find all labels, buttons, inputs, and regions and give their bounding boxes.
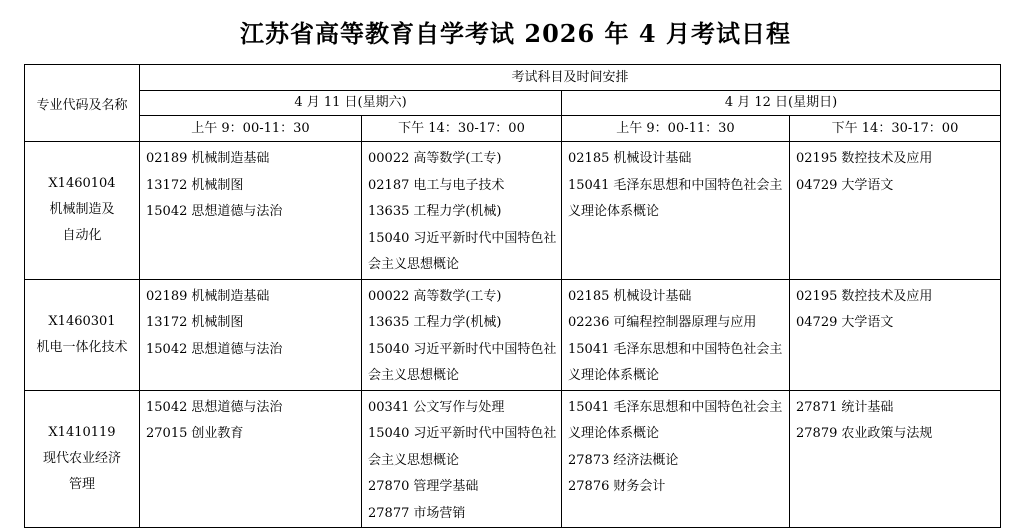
major-header: 专业代码及名称: [25, 65, 140, 142]
course-code: 13172: [146, 315, 188, 330]
course-code: 02195: [796, 151, 838, 166]
course-item: [146, 310, 357, 337]
course-name: 公文写作与处理: [413, 399, 505, 415]
course-code: 00341: [368, 399, 410, 415]
course-item: [568, 310, 785, 337]
course-code: 13635: [368, 204, 410, 219]
day-header: 4 月 12 日(星期日): [562, 91, 1001, 116]
course-item: [796, 284, 996, 311]
session-header: 下午 14：30-17：00: [790, 116, 1001, 142]
course-item: [146, 284, 357, 311]
course-item: [568, 337, 785, 390]
major-code: X1460301: [48, 313, 116, 329]
course-item: [368, 501, 557, 528]
course-name: 毛泽东思想和中国特色社会主义理论体系概论: [568, 341, 783, 383]
session-cell: [362, 390, 562, 528]
course-code: 02236: [568, 315, 610, 330]
course-name: 机械制图: [191, 315, 244, 330]
session-cell: [562, 142, 790, 280]
course-name: 电工与电子技术: [413, 177, 505, 193]
course-name: 毛泽东思想和中国特色社会主义理论体系概论: [568, 177, 783, 219]
course-item: [368, 199, 557, 226]
course-item: [368, 284, 557, 311]
course-item: [368, 395, 557, 422]
course-item: [796, 310, 996, 337]
course-name: 毛泽东思想和中国特色社会主义理论体系概论: [568, 399, 783, 441]
course-code: 15041: [568, 399, 610, 415]
course-code: 00022: [368, 151, 410, 166]
major-row: [25, 390, 1001, 528]
course-code: 04729: [796, 315, 838, 330]
course-code: 27871: [796, 399, 838, 415]
course-name: 数控技术及应用: [841, 151, 933, 166]
course-name: 大学语文: [841, 177, 894, 193]
course-item: [146, 199, 357, 226]
course-name: 习近平新时代中国特色社会主义思想概论: [368, 426, 557, 468]
course-item: [796, 173, 996, 200]
course-code: 27015: [146, 426, 188, 441]
course-name: 习近平新时代中国特色社会主义思想概论: [368, 341, 557, 383]
course-code: 27873: [568, 452, 610, 468]
course-code: 02189: [146, 151, 188, 166]
session-cell: [790, 390, 1001, 528]
session-cell: [562, 279, 790, 390]
course-item: [146, 146, 357, 173]
course-code: 02195: [796, 288, 838, 304]
course-item: [146, 173, 357, 200]
course-code: 15042: [146, 341, 188, 357]
course-name: 机械设计基础: [613, 288, 692, 304]
day-header: 4 月 11 日(星期六): [140, 91, 562, 116]
major-row: [25, 279, 1001, 390]
course-item: [368, 173, 557, 200]
course-item: [146, 337, 357, 364]
page-title: 江苏省高等教育自学考试 2026 年 4 月考试日程: [240, 19, 791, 48]
session-cell: [140, 279, 362, 390]
course-item: [568, 173, 785, 226]
course-name: 数控技术及应用: [841, 288, 933, 304]
session-cell: [362, 279, 562, 390]
course-name: 经济法概论: [613, 452, 679, 468]
course-code: 02187: [368, 177, 410, 193]
course-item: [146, 421, 357, 448]
course-code: 15042: [146, 204, 188, 219]
course-code: 15040: [368, 426, 410, 441]
course-item: [568, 284, 785, 311]
course-name: 机械制造基础: [191, 288, 270, 304]
schedule-header: 考试科目及时间安排: [140, 65, 1001, 91]
course-code: 27877: [368, 505, 410, 521]
course-item: [368, 226, 557, 279]
course-name: 思想道德与法治: [191, 204, 283, 219]
session-cell: [362, 142, 562, 280]
course-name: 思想道德与法治: [191, 341, 283, 357]
major-cell: [25, 390, 140, 528]
major-cell: [25, 279, 140, 390]
course-item: [368, 474, 557, 501]
session-header: 下午 14：30-17：00: [362, 116, 562, 142]
course-item: [368, 421, 557, 474]
course-name: 机械制造基础: [191, 151, 270, 166]
course-name: 高等数学(工专): [413, 151, 502, 166]
major-name: 自动化: [62, 228, 102, 244]
course-name: 机械制图: [191, 177, 244, 193]
course-name: 可编程控制器原理与应用: [613, 315, 757, 330]
course-code: 15040: [368, 341, 410, 357]
session-header: 上午 9：00-11：30: [140, 116, 362, 142]
session-cell: [140, 142, 362, 280]
course-code: 00022: [368, 288, 410, 304]
course-item: [568, 146, 785, 173]
session-cell: [790, 279, 1001, 390]
course-code: 27870: [368, 479, 410, 494]
course-code: 02189: [146, 288, 188, 304]
major-code: X1460104: [48, 176, 116, 192]
course-name: 大学语文: [841, 315, 894, 330]
course-code: 13172: [146, 177, 188, 193]
course-code: 15041: [568, 177, 610, 193]
course-item: [796, 421, 996, 448]
course-code: 15042: [146, 399, 188, 415]
course-name: 农业政策与法规: [841, 426, 933, 441]
session-cell: [562, 390, 790, 528]
course-name: 工程力学(机械): [413, 204, 502, 219]
course-item: [368, 310, 557, 337]
course-name: 思想道德与法治: [191, 399, 283, 415]
course-item: [146, 395, 357, 422]
course-item: [368, 146, 557, 173]
course-code: 27876: [568, 479, 610, 494]
course-code: 15041: [568, 341, 610, 357]
major-name: 现代农业经济: [42, 450, 121, 466]
course-code: 02185: [568, 151, 610, 166]
course-item: [568, 395, 785, 448]
schedule-rows: [25, 142, 1001, 528]
major-name: 机械制造及: [49, 202, 115, 218]
exam-schedule-table: [24, 64, 1001, 528]
course-name: 创业教育: [191, 426, 244, 441]
course-name: 统计基础: [841, 399, 894, 415]
course-name: 工程力学(机械): [413, 315, 502, 330]
course-item: [796, 395, 996, 422]
course-item: [796, 146, 996, 173]
course-name: 机械设计基础: [613, 151, 692, 166]
course-item: [368, 337, 557, 390]
major-row: [25, 142, 1001, 280]
session-cell: [790, 142, 1001, 280]
session-header: 上午 9：00-11：30: [562, 116, 790, 142]
course-name: 财务会计: [613, 479, 666, 494]
course-name: 习近平新时代中国特色社会主义思想概论: [368, 230, 557, 272]
course-name: 管理学基础: [413, 479, 479, 494]
major-code: X1410119: [48, 424, 116, 440]
course-code: 15040: [368, 230, 410, 246]
session-cell: [140, 390, 362, 528]
course-item: [568, 474, 785, 501]
major-cell: [25, 142, 140, 280]
course-name: 市场营销: [413, 505, 466, 521]
major-name: 管理: [68, 476, 95, 492]
course-code: 02185: [568, 288, 610, 304]
course-item: [568, 448, 785, 475]
course-code: 13635: [368, 315, 410, 330]
major-name: 机电一体化技术: [36, 339, 128, 355]
course-code: 27879: [796, 426, 838, 441]
course-name: 高等数学(工专): [413, 288, 502, 304]
course-code: 04729: [796, 177, 838, 193]
